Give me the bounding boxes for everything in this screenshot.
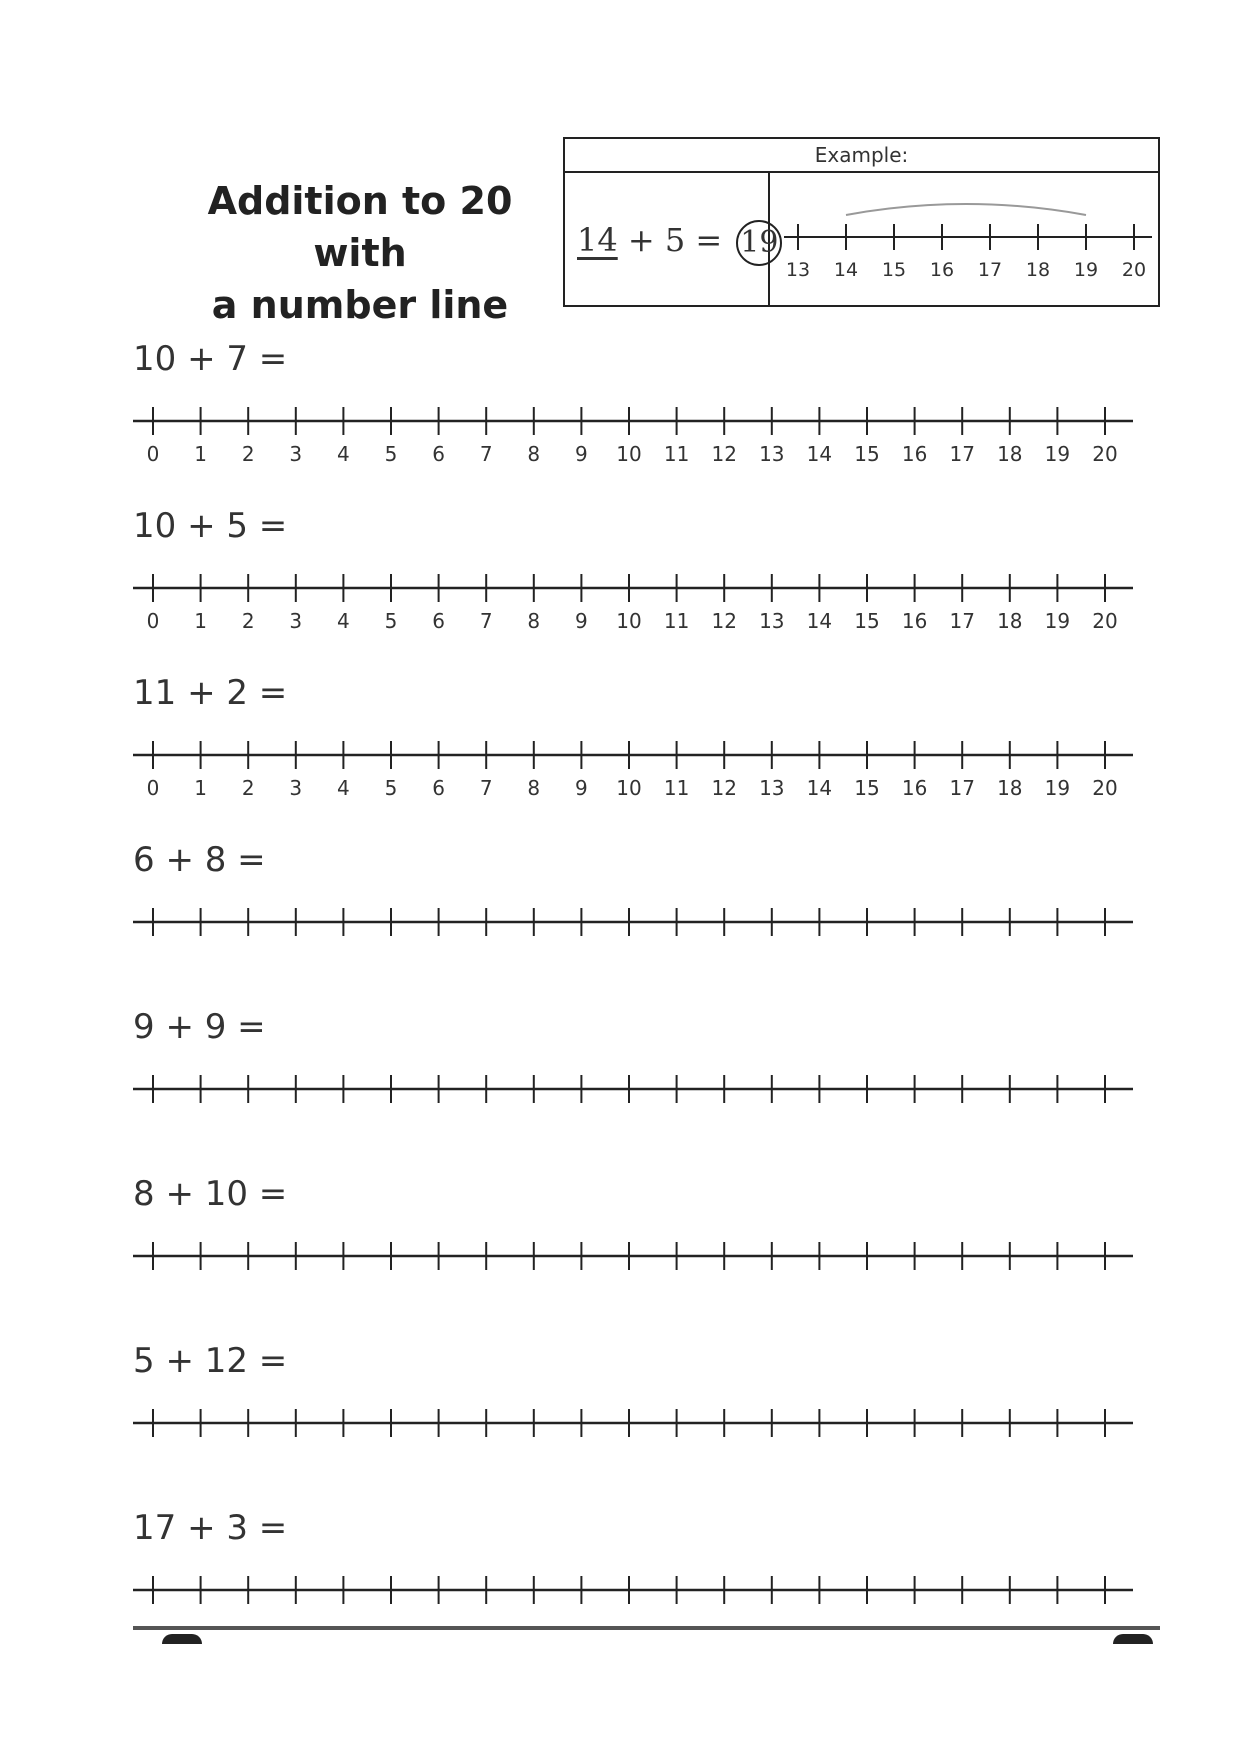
number-line-tick-label: 7 — [479, 776, 493, 800]
problem-2-number-line[interactable] — [133, 562, 1133, 642]
number-line-tick-label: 13 — [759, 442, 785, 466]
problem-4 — [133, 836, 1133, 996]
problem-3 — [133, 669, 1133, 829]
number-line-tick-label: 6 — [432, 609, 445, 633]
number-line-tick-label: 1 — [194, 776, 207, 800]
number-line-tick-label: 17 — [949, 776, 975, 800]
number-line-tick-label: 19 — [1044, 776, 1071, 800]
number-line-tick-label: 3 — [289, 442, 303, 466]
number-line-tick-label: 20 — [1092, 609, 1118, 633]
title-line-1: Addition to 20 with — [207, 179, 513, 275]
number-line-tick-label: 1 — [194, 609, 207, 633]
number-line-tick-label: 4 — [337, 442, 350, 466]
number-line-tick-label: 8 — [527, 776, 541, 800]
example-line-tick-label: 15 — [881, 259, 907, 281]
number-line-tick-label: 16 — [901, 609, 928, 633]
number-line-tick-label: 10 — [616, 609, 642, 633]
problem-7-number-line[interactable] — [133, 1397, 1133, 1477]
example-line-tick-label: 14 — [833, 259, 859, 281]
example-line-tick-label: 17 — [977, 259, 1003, 281]
number-line-tick-label: 13 — [759, 776, 785, 800]
problem-3-number-line[interactable] — [133, 729, 1133, 809]
problem-4-equation: 6 + 8 = — [133, 840, 266, 880]
number-line-tick-label: 6 — [432, 776, 445, 800]
example-line-tick-label: 19 — [1073, 259, 1099, 281]
number-line-tick-label: 9 — [575, 776, 588, 800]
number-line-tick-label: 16 — [901, 776, 928, 800]
example-line-tick-label: 13 — [785, 259, 811, 281]
problem-3-equation: 11 + 2 = — [133, 673, 288, 713]
problem-5-equation: 9 + 9 = — [133, 1007, 266, 1047]
number-line-tick-label: 12 — [711, 442, 737, 466]
footer-mark-right — [1113, 1634, 1153, 1644]
number-line-tick-label: 2 — [241, 442, 255, 466]
number-line-tick-label: 0 — [146, 609, 160, 633]
example-addend-2: 5 — [664, 221, 686, 259]
number-line-tick-label: 18 — [997, 776, 1023, 800]
number-line-tick-label: 14 — [806, 442, 833, 466]
problem-6-number-line[interactable] — [133, 1230, 1133, 1310]
problem-5 — [133, 1003, 1133, 1163]
number-line-tick-label: 11 — [663, 776, 690, 800]
worksheet-title — [160, 175, 560, 331]
footer-rule — [133, 1626, 1160, 1630]
title-line-2: a number line — [211, 283, 509, 327]
example-equals: = — [695, 221, 723, 259]
number-line-tick-label: 10 — [616, 442, 642, 466]
number-line-tick-label: 3 — [289, 609, 303, 633]
number-line-tick-label: 16 — [901, 442, 928, 466]
number-line-tick-label: 15 — [854, 609, 880, 633]
number-line-tick-label: 6 — [432, 442, 445, 466]
problem-1 — [133, 335, 1133, 495]
number-line-tick-label: 0 — [146, 442, 160, 466]
number-line-tick-label: 8 — [527, 442, 541, 466]
number-line-tick-label: 12 — [711, 609, 737, 633]
number-line-tick-label: 11 — [663, 609, 690, 633]
number-line-tick-label: 14 — [806, 776, 833, 800]
number-line-tick-label: 13 — [759, 609, 785, 633]
number-line-tick-label: 18 — [997, 442, 1023, 466]
number-line-tick-label: 8 — [527, 609, 541, 633]
number-line-tick-label: 20 — [1092, 442, 1118, 466]
number-line-tick-label: 14 — [806, 609, 833, 633]
number-line-tick-label: 4 — [337, 609, 350, 633]
example-box — [563, 137, 1160, 307]
example-operator: + — [627, 221, 655, 259]
number-line-tick-label: 0 — [146, 776, 160, 800]
problem-7 — [133, 1337, 1133, 1497]
number-line-tick-label: 5 — [384, 609, 398, 633]
number-line-tick-label: 7 — [479, 609, 493, 633]
example-line-tick-label: 16 — [929, 259, 955, 281]
problem-6-equation: 8 + 10 = — [133, 1174, 288, 1214]
number-line-tick-label: 2 — [241, 609, 255, 633]
number-line-tick-label: 11 — [663, 442, 690, 466]
number-line-tick-label: 19 — [1044, 609, 1071, 633]
number-line-tick-label: 10 — [616, 776, 642, 800]
number-line-tick-label: 4 — [337, 776, 350, 800]
number-line-tick-label: 15 — [854, 776, 880, 800]
problem-4-number-line[interactable] — [133, 896, 1133, 976]
number-line-tick-label: 9 — [575, 609, 588, 633]
number-line-tick-label: 1 — [194, 442, 207, 466]
number-line-tick-label: 17 — [949, 442, 975, 466]
number-line-tick-label: 3 — [289, 776, 303, 800]
problem-1-equation: 10 + 7 = — [133, 339, 288, 379]
problem-8-number-line[interactable] — [133, 1564, 1133, 1644]
number-line-tick-label: 19 — [1044, 442, 1071, 466]
example-number-line — [770, 175, 1160, 307]
problem-8 — [133, 1504, 1133, 1664]
problem-6 — [133, 1170, 1133, 1330]
problem-8-equation: 17 + 3 = — [133, 1508, 288, 1548]
number-line-tick-label: 15 — [854, 442, 880, 466]
number-line-tick-label: 5 — [384, 442, 398, 466]
number-line-tick-label: 9 — [575, 442, 588, 466]
number-line-tick-label: 12 — [711, 776, 737, 800]
number-line-tick-label: 18 — [997, 609, 1023, 633]
number-line-tick-label: 17 — [949, 609, 975, 633]
problem-1-number-line[interactable] — [133, 395, 1133, 475]
example-answer-circle: 19 — [736, 220, 782, 266]
number-line-tick-label: 2 — [241, 776, 255, 800]
problem-5-number-line[interactable] — [133, 1063, 1133, 1143]
problem-2 — [133, 502, 1133, 662]
example-addend-1: 14 — [577, 221, 618, 259]
number-line-tick-label: 20 — [1092, 776, 1118, 800]
example-equation — [577, 215, 782, 265]
problem-7-equation: 5 + 12 = — [133, 1341, 288, 1381]
example-line-tick-label: 18 — [1025, 259, 1051, 281]
example-jump-arc — [846, 204, 1086, 215]
number-line-tick-label: 5 — [384, 776, 398, 800]
number-line-tick-label: 7 — [479, 442, 493, 466]
example-header: Example: — [565, 139, 1158, 173]
problem-2-equation: 10 + 5 = — [133, 506, 288, 546]
footer-mark-left — [162, 1634, 202, 1644]
example-line-tick-label: 20 — [1121, 259, 1147, 281]
